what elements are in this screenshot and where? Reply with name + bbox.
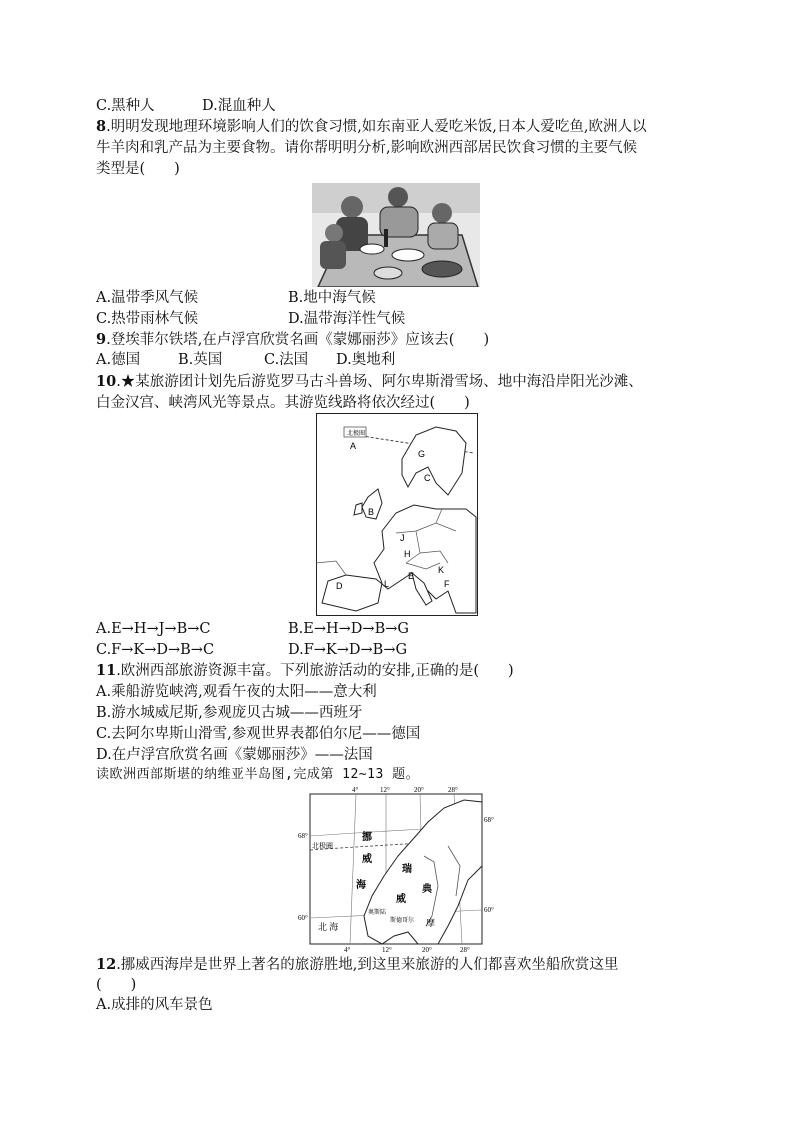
arctic-circle-label: 北极圈	[312, 842, 333, 850]
lat-68-left: 68°	[298, 832, 308, 840]
map-label-j: J	[400, 533, 405, 543]
map-label-b: B	[368, 507, 375, 517]
svg-text:威: 威	[396, 894, 406, 905]
svg-text:海: 海	[356, 880, 366, 891]
q12-option-a: A.成排的风车景色	[96, 997, 213, 1013]
svg-text:瑞: 瑞	[402, 864, 412, 875]
lon-top-28: 28°	[448, 786, 458, 794]
lon-top-4: 4°	[352, 786, 359, 794]
q11-option-c: C.去阿尔卑斯山滑雪,参观世界表都伯尔尼——德国	[96, 726, 421, 742]
map-label-k: K	[438, 565, 445, 575]
q8-stem-line3: 类型是( )	[96, 161, 180, 177]
q11-option-a: A.乘船游览峡湾,观看午夜的太阳——意大利	[96, 684, 377, 700]
svg-text:典: 典	[422, 884, 432, 895]
q7-options	[96, 96, 276, 116]
q10-stem-line2: 白金汉宫、峡湾风光等景点。其游览线路将依次经过( )	[96, 395, 470, 411]
q8-options-row2: C.热带雨林气候 D.温带海洋性气候	[96, 311, 406, 327]
q9-stem: 9.登埃菲尔铁塔,在卢浮宫欣赏名画《蒙娜丽莎》应该去( )	[96, 331, 490, 348]
lat-60-right: 60°	[484, 906, 494, 914]
north-sea-label: 北 海	[318, 922, 339, 932]
family-dinner-illustration	[312, 183, 480, 287]
q10-options-row1: A.E→H→J→B→C B.E→H→D→B→G	[96, 621, 409, 637]
svg-text:威: 威	[362, 854, 372, 865]
q12-stem: 12.挪威西海岸是世界上著名的旅游胜地,到这里来旅游的人们都喜欢坐船欣赏这里	[96, 956, 619, 973]
section-intro: 读欧洲西部斯堪的纳维亚半岛图,完成第 12~13 题。	[96, 767, 420, 782]
lon-bottom-12: 12°	[382, 946, 392, 954]
q10-stem-line1: 10.★某旅游团计划先后游览罗马古斗兽场、阿尔卑斯滑雪场、地中海沿岸阳光沙滩、	[96, 373, 643, 390]
q11-option-d: D.在卢浮宫欣赏名画《蒙娜丽莎》——法国	[96, 747, 373, 763]
map-arctic-label: 北极圈	[347, 431, 366, 437]
q8-stem-line1: 8.明明发现地理环境影响人们的饮食习惯,如东南亚人爱吃米饭,日本人爱吃鱼,欧洲人以	[96, 118, 647, 135]
q7-option-d: D.混血种人	[202, 98, 276, 114]
lon-bottom-28: 28°	[460, 946, 470, 954]
map-label-l: L	[384, 579, 390, 589]
q8-options-row1: A.温带季风气候 B.地中海气候	[96, 290, 376, 306]
lat-60-left: 60°	[298, 914, 308, 922]
lon-bottom-20: 20°	[422, 946, 432, 954]
q9-options: A.德国 B.英国 C.法国 D.奥地利	[96, 352, 396, 368]
map-label-f: F	[444, 579, 450, 589]
lon-bottom-4: 4°	[344, 946, 351, 954]
map-label-g: G	[418, 449, 426, 459]
lon-top-20: 20°	[414, 786, 424, 794]
svg-text:挪: 挪	[362, 832, 372, 843]
map-label-h: H	[404, 549, 411, 559]
oslo-label: 奥斯陆	[368, 910, 387, 916]
map-label-c: C	[424, 473, 431, 483]
map-label-a-pt: A	[350, 441, 357, 451]
q8-number: 8	[96, 118, 107, 135]
scandinavia-map	[298, 786, 498, 956]
q12-paren: ( )	[96, 977, 137, 993]
q10-options-row2: C.F→K→D→B→C D.F→K→D→B→G	[96, 642, 408, 658]
lat-68-right: 68°	[484, 816, 494, 824]
q8-stem-line2: 牛羊肉和乳产品为主要食物。请你帮明明分析,影响欧洲西部居民饮食习惯的主要气候	[96, 140, 638, 156]
stockholm-label: 斯德哥尔	[390, 918, 415, 924]
europe-route-map	[316, 413, 478, 616]
q11-option-b: B.游水城威尼斯,参观庞贝古城——西班牙	[96, 705, 363, 721]
map-label-e: E	[408, 571, 415, 581]
q7-option-c: C.黑种人	[96, 98, 155, 114]
q11-stem: 11.欧洲西部旅游资源丰富。下列旅游活动的安排,正确的是( )	[96, 662, 514, 679]
svg-text:摩: 摩	[426, 918, 436, 928]
map-label-d: D	[336, 581, 343, 591]
lon-top-12: 12°	[380, 786, 390, 794]
